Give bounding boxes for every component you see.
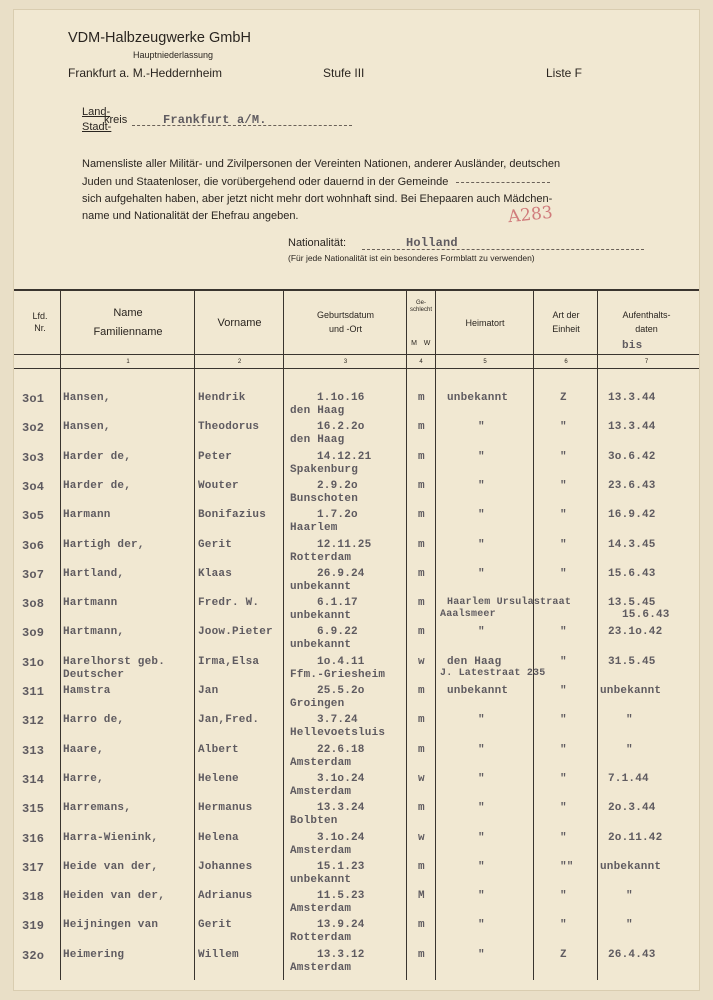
row-geburtsdatum: 15.1.23	[317, 861, 365, 873]
row-vorname: Jan	[198, 685, 219, 697]
row-einheit: "	[560, 832, 567, 844]
row-familienname: Harre,	[63, 773, 104, 785]
row-einheit: "	[560, 626, 567, 638]
row-geschlecht: w	[418, 832, 425, 844]
row-einheit: "	[560, 714, 567, 726]
row-geburtsort: Amsterdam	[290, 786, 352, 798]
row-geburtsort: unbekannt	[290, 581, 352, 593]
row-familienname: Harmann	[63, 509, 111, 521]
row-geschlecht: w	[418, 656, 425, 668]
col-divider-2	[194, 290, 195, 980]
row-geburtsort: unbekannt	[290, 639, 352, 651]
header-bis-typed: bis	[622, 340, 643, 352]
header-w: W	[423, 340, 431, 347]
row-aufenthalt: 23.1o.42	[608, 626, 663, 638]
row-aufenthalt: 7.1.44	[608, 773, 649, 785]
header-einheit: Einheit	[552, 324, 580, 334]
row-heimatort: "	[478, 568, 485, 580]
row-vorname: Albert	[198, 744, 239, 756]
row-vorname: Joow.Pieter	[198, 626, 273, 638]
row-heimatort: "	[478, 890, 485, 902]
row-aufenthalt: 2o.3.44	[608, 802, 656, 814]
company-name: VDM-Halbzeugwerke GmbH	[68, 30, 251, 46]
row-nr: 3o9	[22, 626, 45, 640]
row-nr: 3o6	[22, 539, 45, 553]
row-geburtsort: Rotterdam	[290, 932, 352, 944]
row-geburtsort: Hellevoetsluis	[290, 727, 386, 739]
row-vorname: Hendrik	[198, 392, 246, 404]
row-geschlecht: m	[418, 685, 425, 697]
row-aufenthalt: 3o.6.42	[608, 451, 656, 463]
row-nr: 3o2	[22, 421, 45, 435]
column-number-1: 1	[126, 359, 130, 365]
row-einheit: "	[560, 539, 567, 551]
description-line-3: sich aufgehalten haben, aber jetzt nicht mehr dort wohnhaft sind. Bei Ehepaaren auch Mädchen-	[82, 193, 553, 205]
row-aufenthalt: 31.5.45	[608, 656, 656, 668]
row-aufenthalt: "	[626, 714, 633, 726]
row-einheit: "	[560, 802, 567, 814]
row-vorname: Jan,Fred.	[198, 714, 260, 726]
header-vorname: Vorname	[217, 317, 262, 329]
row-geburtsdatum: 6.9.22	[317, 626, 358, 638]
nationality-dotted-line	[362, 249, 644, 250]
row-heimatort: "	[478, 949, 485, 961]
row-heimatort: "	[478, 626, 485, 638]
header-geschlecht: Ge-schlecht	[409, 300, 432, 313]
col-divider-6	[533, 290, 534, 980]
row-geburtsdatum: 1.7.2o	[317, 509, 358, 521]
row-nr: 3o4	[22, 480, 45, 494]
column-number-2: 2	[237, 359, 242, 365]
row-einheit: "	[560, 919, 567, 931]
row-familienname: Harra-Wienink,	[63, 832, 159, 844]
col-divider-5	[435, 290, 436, 980]
row-nr: 3o8	[22, 597, 45, 611]
row-heimatort: Haarlem Ursulastraat	[447, 597, 572, 608]
row-geschlecht: m	[418, 392, 425, 404]
row-nr: 3o3	[22, 451, 45, 465]
header-nr: Nr.	[34, 323, 46, 333]
row-geburtsdatum: 13.3.12	[317, 949, 365, 961]
row-geburtsdatum: 22.6.18	[317, 744, 365, 756]
row-vorname: Gerit	[198, 919, 233, 931]
row-vorname: Willem	[198, 949, 239, 961]
row-einheit: "	[560, 509, 567, 521]
column-number-6: 6	[564, 359, 568, 365]
row-heimatort-line2: Aaalsmeer	[440, 609, 496, 620]
gemeinde-dotted-line	[456, 182, 550, 183]
row-geburtsort: Bolbten	[290, 815, 338, 827]
row-geschlecht: m	[418, 539, 425, 551]
row-geburtsort: Amsterdam	[290, 757, 352, 769]
row-familienname: Hartland,	[63, 568, 125, 580]
row-geschlecht: m	[418, 480, 425, 492]
row-heimatort: "	[478, 861, 485, 873]
row-einheit: Z	[560, 392, 567, 404]
row-geburtsdatum: 1o.4.11	[317, 656, 365, 668]
row-geburtsdatum: 13.9.24	[317, 919, 365, 931]
row-heimatort: "	[478, 451, 485, 463]
row-aufenthalt: 2o.11.42	[608, 832, 663, 844]
row-geburtsort: den Haag	[290, 434, 345, 446]
row-geburtsdatum: 13.3.24	[317, 802, 365, 814]
nationality-label: Nationalität:	[288, 237, 347, 249]
row-geburtsort: Bunschoten	[290, 493, 359, 505]
row-familienname: Harder de,	[63, 451, 132, 463]
header-aufenthalts: Aufenthalts-	[622, 310, 671, 320]
row-heimatort: "	[478, 773, 485, 785]
row-geburtsdatum: 2.9.2o	[317, 480, 358, 492]
col-divider-7	[597, 290, 598, 980]
row-geburtsort: Amsterdam	[290, 903, 352, 915]
row-geschlecht: m	[418, 919, 425, 931]
row-nr: 315	[22, 802, 45, 816]
row-geburtsort: Spakenburg	[290, 464, 359, 476]
col-divider-3	[283, 290, 284, 980]
row-einheit: "	[560, 685, 567, 697]
header-name: Name	[113, 307, 143, 319]
row-geburtsort: Ffm.-Griesheim	[290, 669, 386, 681]
row-geschlecht: m	[418, 626, 425, 638]
company-city: Frankfurt a. M.-Heddernheim	[68, 66, 223, 80]
kreis-label: kreis	[104, 114, 128, 126]
row-familienname: Hansen,	[63, 392, 111, 404]
row-geschlecht: m	[418, 451, 425, 463]
row-einheit: "	[560, 451, 567, 463]
row-familienname: Heiden van der,	[63, 890, 166, 902]
row-geburtsdatum: 11.5.23	[317, 890, 365, 902]
row-heimatort: "	[478, 509, 485, 521]
row-einheit: "	[560, 568, 567, 580]
row-familienname: Hartmann,	[63, 626, 125, 638]
row-geburtsort: den Haag	[290, 405, 345, 417]
row-geburtsort: Amsterdam	[290, 962, 352, 974]
col-divider-1	[60, 290, 61, 980]
row-geschlecht: m	[418, 861, 425, 873]
row-aufenthalt: unbekannt	[600, 685, 662, 697]
row-einheit: "	[560, 890, 567, 902]
row-familienname-line2: Deutscher	[63, 669, 125, 681]
row-einheit: "	[560, 421, 567, 433]
row-geschlecht: m	[418, 714, 425, 726]
row-nr: 314	[22, 773, 45, 787]
row-nr: 316	[22, 832, 45, 846]
row-nr: 3o1	[22, 392, 45, 406]
row-vorname: Fredr. W.	[198, 597, 260, 609]
row-geschlecht: m	[418, 597, 425, 609]
row-aufenthalt: unbekannt	[600, 861, 662, 873]
stufe-label: Stufe III	[323, 66, 365, 80]
row-geburtsdatum: 14.12.21	[317, 451, 372, 463]
row-heimatort: unbekannt	[447, 392, 509, 404]
row-geschlecht: m	[418, 744, 425, 756]
row-nr: 3o7	[22, 568, 45, 582]
row-geburtsdatum: 16.2.2o	[317, 421, 365, 433]
row-aufenthalt: "	[626, 890, 633, 902]
header-familienname: Familienname	[93, 326, 163, 338]
description-line-1: Namensliste aller Militär- und Zivilpersonen der Vereinten Nationen, anderer Ausländer, deutschen	[82, 158, 561, 170]
row-familienname: Harelhorst geb.	[63, 656, 166, 668]
row-einheit: ""	[560, 861, 574, 873]
branch-label: Hauptniederlassung	[133, 50, 214, 60]
row-einheit: Z	[560, 949, 567, 961]
row-aufenthalt: "	[626, 919, 633, 931]
row-aufenthalt: 26.4.43	[608, 949, 656, 961]
row-vorname: Klaas	[198, 568, 233, 580]
row-geschlecht: m	[418, 509, 425, 521]
row-familienname: Hartmann	[63, 597, 118, 609]
row-nr: 31o	[22, 656, 45, 670]
header-geburtsort: und -Ort	[328, 324, 362, 334]
row-geburtsort: Haarlem	[290, 522, 338, 534]
row-aufenthalt: "	[626, 744, 633, 756]
row-aufenthalt-line2: 15.6.43	[622, 609, 670, 621]
row-heimatort: den Haag	[447, 656, 502, 668]
row-vorname: Peter	[198, 451, 233, 463]
row-einheit: "	[560, 744, 567, 756]
row-geburtsort: unbekannt	[290, 610, 352, 622]
row-familienname: Heijningen van	[63, 919, 159, 931]
row-geburtsdatum: 3.1o.24	[317, 773, 365, 785]
row-geburtsort: Amsterdam	[290, 845, 352, 857]
row-aufenthalt: 13.3.44	[608, 421, 656, 433]
row-aufenthalt: 15.6.43	[608, 568, 656, 580]
header-daten: daten	[635, 324, 658, 334]
row-vorname: Hermanus	[198, 802, 253, 814]
row-familienname: Hansen,	[63, 421, 111, 433]
col-divider-4	[406, 290, 407, 980]
row-geburtsdatum: 1.1o.16	[317, 392, 365, 404]
row-vorname: Helene	[198, 773, 239, 785]
row-geschlecht: m	[418, 421, 425, 433]
row-nr: 317	[22, 861, 45, 875]
row-geschlecht: m	[418, 949, 425, 961]
liste-label: Liste F	[546, 66, 583, 80]
row-einheit: "	[560, 480, 567, 492]
row-aufenthalt: 13.5.45	[608, 597, 656, 609]
row-vorname: Adrianus	[198, 890, 253, 902]
row-geburtsdatum: 6.1.17	[317, 597, 358, 609]
row-vorname: Irma,Elsa	[198, 656, 260, 668]
header-lfd: Lfd.	[32, 311, 48, 321]
header-geburtsdatum: Geburtsdatum	[316, 310, 375, 320]
description-line-4: name und Nationalität der Ehefrau angeben.	[82, 210, 299, 222]
row-geburtsdatum: 26.9.24	[317, 568, 365, 580]
land-label: Land-	[82, 106, 111, 118]
row-heimatort: "	[478, 802, 485, 814]
row-vorname: Johannes	[198, 861, 253, 873]
nationality-hint: (Für jede Nationalität ist ein besonderes Formblatt zu verwenden)	[288, 253, 535, 263]
row-geschlecht: M	[418, 890, 425, 902]
row-familienname: Harro de,	[63, 714, 125, 726]
row-geburtsdatum: 3.7.24	[317, 714, 358, 726]
row-nr: 3o5	[22, 509, 45, 523]
row-geburtsort: Groingen	[290, 698, 345, 710]
row-familienname: Hartigh der,	[63, 539, 145, 551]
row-aufenthalt: 16.9.42	[608, 509, 656, 521]
row-familienname: Harremans,	[63, 802, 132, 814]
row-familienname: Haare,	[63, 744, 104, 756]
row-heimatort: "	[478, 744, 485, 756]
row-nr: 319	[22, 919, 45, 933]
row-nr: 313	[22, 744, 45, 758]
row-einheit: "	[560, 656, 567, 668]
stadt-label: Stadt-	[82, 121, 112, 133]
row-aufenthalt: 13.3.44	[608, 392, 656, 404]
row-geburtsort: unbekannt	[290, 874, 352, 886]
row-heimatort-line2: J. Latestraat 235	[440, 668, 546, 679]
row-geschlecht: m	[418, 568, 425, 580]
row-heimatort: "	[478, 539, 485, 551]
row-geburtsdatum: 3.1o.24	[317, 832, 365, 844]
row-heimatort: "	[478, 714, 485, 726]
header-art-der: Art der	[552, 310, 580, 320]
row-geburtsort: Rotterdam	[290, 552, 352, 564]
column-number-5: 5	[483, 359, 487, 365]
row-vorname: Theodorus	[198, 421, 260, 433]
row-vorname: Gerit	[198, 539, 233, 551]
nationality-value: Holland	[406, 236, 458, 250]
row-vorname: Wouter	[198, 480, 239, 492]
row-familienname: Heimering	[63, 949, 125, 961]
row-aufenthalt: 23.6.43	[608, 480, 656, 492]
row-geburtsdatum: 12.11.25	[317, 539, 372, 551]
pencil-note: A283	[507, 202, 554, 228]
row-aufenthalt: 14.3.45	[608, 539, 656, 551]
column-number-4: 4	[419, 359, 423, 365]
row-heimatort: "	[478, 480, 485, 492]
row-geburtsdatum: 25.5.2o	[317, 685, 365, 697]
row-familienname: Hamstra	[63, 685, 111, 697]
row-geschlecht: m	[418, 802, 425, 814]
row-heimatort: unbekannt	[447, 685, 509, 697]
district-typed-value: Frankfurt a/M.	[163, 113, 267, 127]
row-heimatort: "	[478, 832, 485, 844]
description-line-2: Juden und Staatenloser, die vorübergehend oder dauernd in der Gemeinde	[82, 176, 449, 188]
row-einheit: "	[560, 773, 567, 785]
row-heimatort: "	[478, 421, 485, 433]
column-number-7: 7	[644, 359, 649, 365]
row-familienname: Heide van der,	[63, 861, 159, 873]
row-geschlecht: w	[418, 773, 425, 785]
row-heimatort: "	[478, 919, 485, 931]
row-nr: 32o	[22, 949, 45, 963]
row-nr: 318	[22, 890, 45, 904]
column-number-3: 3	[343, 359, 348, 365]
row-nr: 311	[22, 685, 45, 699]
header-heimatort: Heimatort	[465, 318, 505, 328]
row-vorname: Helena	[198, 832, 239, 844]
row-nr: 312	[22, 714, 45, 728]
row-familienname: Harder de,	[63, 480, 132, 492]
row-vorname: Bonifazius	[198, 509, 267, 521]
header-m: M	[411, 340, 417, 347]
